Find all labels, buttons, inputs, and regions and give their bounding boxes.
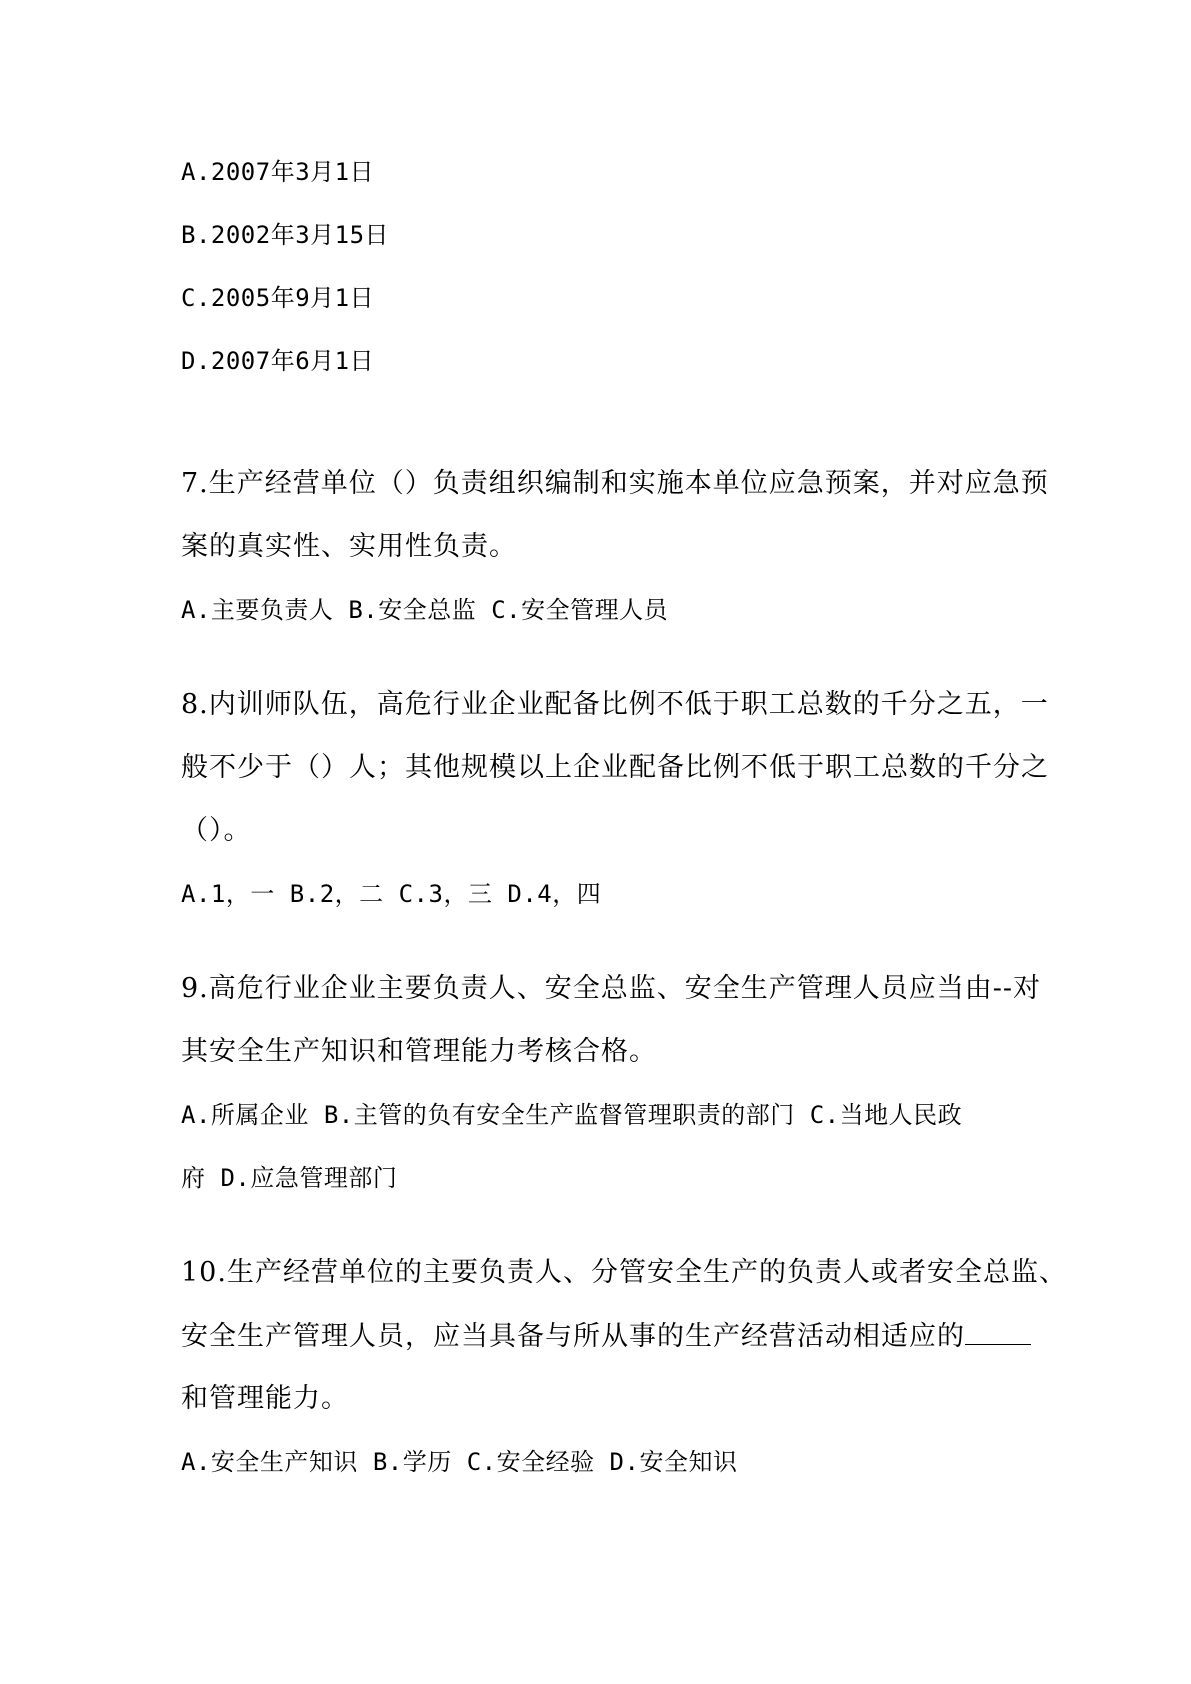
q8-options: A.1，一 B.2，二 C.3，三 D.4，四	[181, 880, 602, 908]
q6-option-a: A.2007年3月1日	[181, 158, 375, 186]
q8-text-line-2: 般不少于（）人；其他规模以上企业配备比例不低于职工总数的千分之	[181, 752, 1049, 783]
q9-text-line-2: 其安全生产知识和管理能力考核合格。	[181, 1036, 657, 1067]
fill-in-blank	[965, 1320, 1031, 1345]
q10-text-line-2	[181, 1320, 1021, 1353]
q7-options: A.主要负责人 B.安全总监 C.安全管理人员	[181, 596, 669, 624]
q10-options: A.安全生产知识 B.学历 C.安全经验 D.安全知识	[181, 1448, 738, 1476]
q8-text-line-3: （）。	[181, 815, 252, 846]
q10-text-line-2-content: 安全生产管理人员，应当具备与所从事的生产经营活动相适应的	[181, 1321, 965, 1352]
q8-text-line-1: 8.内训师队伍，高危行业企业配备比例不低于职工总数的千分之五，一	[181, 689, 1049, 720]
q9-text-line-1: 9.高危行业企业主要负责人、安全总监、安全生产管理人员应当由--对	[181, 973, 1042, 1004]
q7-text-line-1: 7.生产经营单位（）负责组织编制和实施本单位应急预案，并对应急预	[181, 468, 1049, 499]
q9-options-line-1: A.所属企业 B.主管的负有安全生产监督管理职责的部门 C.当地人民政	[181, 1101, 963, 1129]
q9-options-line-2: 府 D.应急管理部门	[181, 1164, 398, 1192]
q6-option-c: C.2005年9月1日	[181, 284, 375, 312]
q7-text-line-2: 案的真实性、实用性负责。	[181, 531, 517, 562]
q6-option-b: B.2002年3月15日	[181, 221, 390, 249]
q10-text-line-3: 和管理能力。	[181, 1383, 349, 1414]
q6-option-d: D.2007年6月1日	[181, 347, 375, 375]
q10-text-line-1: 10.生产经营单位的主要负责人、分管安全生产的负责人或者安全总监、	[181, 1257, 1067, 1288]
